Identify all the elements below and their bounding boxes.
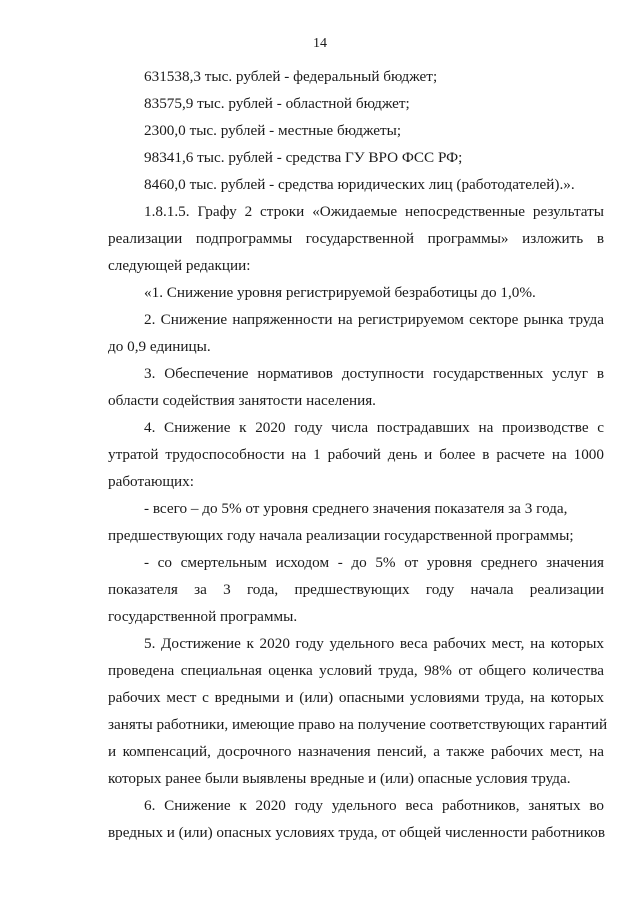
result-item-4-fatal-line-2: показателя за 3 года, предшествующих году начала реализации (108, 581, 604, 598)
result-item-3-line-1: 3. Обеспечение нормативов доступности государственных услуг в (144, 365, 604, 382)
result-item-3-line-2: области содействия занятости населения. (108, 392, 376, 409)
result-item-4-fatal-line-1: - со смертельным исходом - до 5% от уровня среднего значения (144, 554, 604, 571)
result-item-5-line-3: рабочих мест с вредными и (или) опасными условиями труда, на которых (108, 689, 604, 706)
result-item-5-line-6: которых ранее были выявлены вредные и (или) опасные условия труда. (108, 770, 571, 787)
result-item-2-line-2: до 0,9 единицы. (108, 338, 211, 355)
result-item-4-fatal-line-3: государственной программы. (108, 608, 298, 625)
result-item-6-line-2: вредных и (или) опасных условиях труда, от общей численности работников (108, 824, 606, 841)
result-item-4-line-3: работающих: (108, 473, 195, 490)
document-body (108, 63, 608, 846)
result-item-4-line-2: утратой трудоспособности на 1 рабочий день и более в расчете на 1000 (108, 446, 604, 463)
paragraph-1-8-1-5-line-2: реализации подпрограммы государственной программы» изложить в (108, 230, 604, 247)
result-item-4-total-line-1: - всего – до 5% от уровня среднего значения показателя за 3 года, (144, 500, 568, 517)
result-item-6-line-1: 6. Снижение к 2020 году удельного веса работников, занятых во (144, 797, 604, 814)
result-item-1: «1. Снижение уровня регистрируемой безработицы до 1,0%. (144, 284, 536, 301)
budget-line-fss: 98341,6 тыс. рублей - средства ГУ ВРО ФСС РФ; (144, 149, 463, 166)
result-item-2-line-1: 2. Снижение напряженности на регистрируемом секторе рынка труда (144, 311, 604, 328)
paragraph-1-8-1-5-line-1: 1.8.1.5. Графу 2 строки «Ожидаемые непосредственные результаты (144, 203, 604, 220)
paragraph-1-8-1-5-line-3: следующей редакции: (108, 257, 251, 274)
budget-line-local: 2300,0 тыс. рублей - местные бюджеты; (144, 122, 402, 139)
result-item-5-line-4: заняты работники, имеющие право на получение соответствующих гарантий (108, 716, 608, 733)
result-item-5-line-2: проведена специальная оценка условий труда, 98% от общего количества (108, 662, 604, 679)
budget-line-federal: 631538,3 тыс. рублей - федеральный бюджет; (144, 68, 438, 85)
result-item-5-line-5: и компенсаций, досрочного назначения пенсий, а также рабочих мест, на (108, 743, 604, 760)
result-item-5-line-1: 5. Достижение к 2020 году удельного веса рабочих мест, на которых (144, 635, 604, 652)
result-item-4-total-line-2: предшествующих году начала реализации государственной программы; (108, 527, 574, 544)
budget-line-employers: 8460,0 тыс. рублей - средства юридических лиц (работодателей).». (144, 176, 575, 193)
page-number: 14 (313, 36, 327, 51)
result-item-4-line-1: 4. Снижение к 2020 году числа пострадавших на производстве с (144, 419, 604, 436)
budget-line-regional: 83575,9 тыс. рублей - областной бюджет; (144, 95, 410, 112)
